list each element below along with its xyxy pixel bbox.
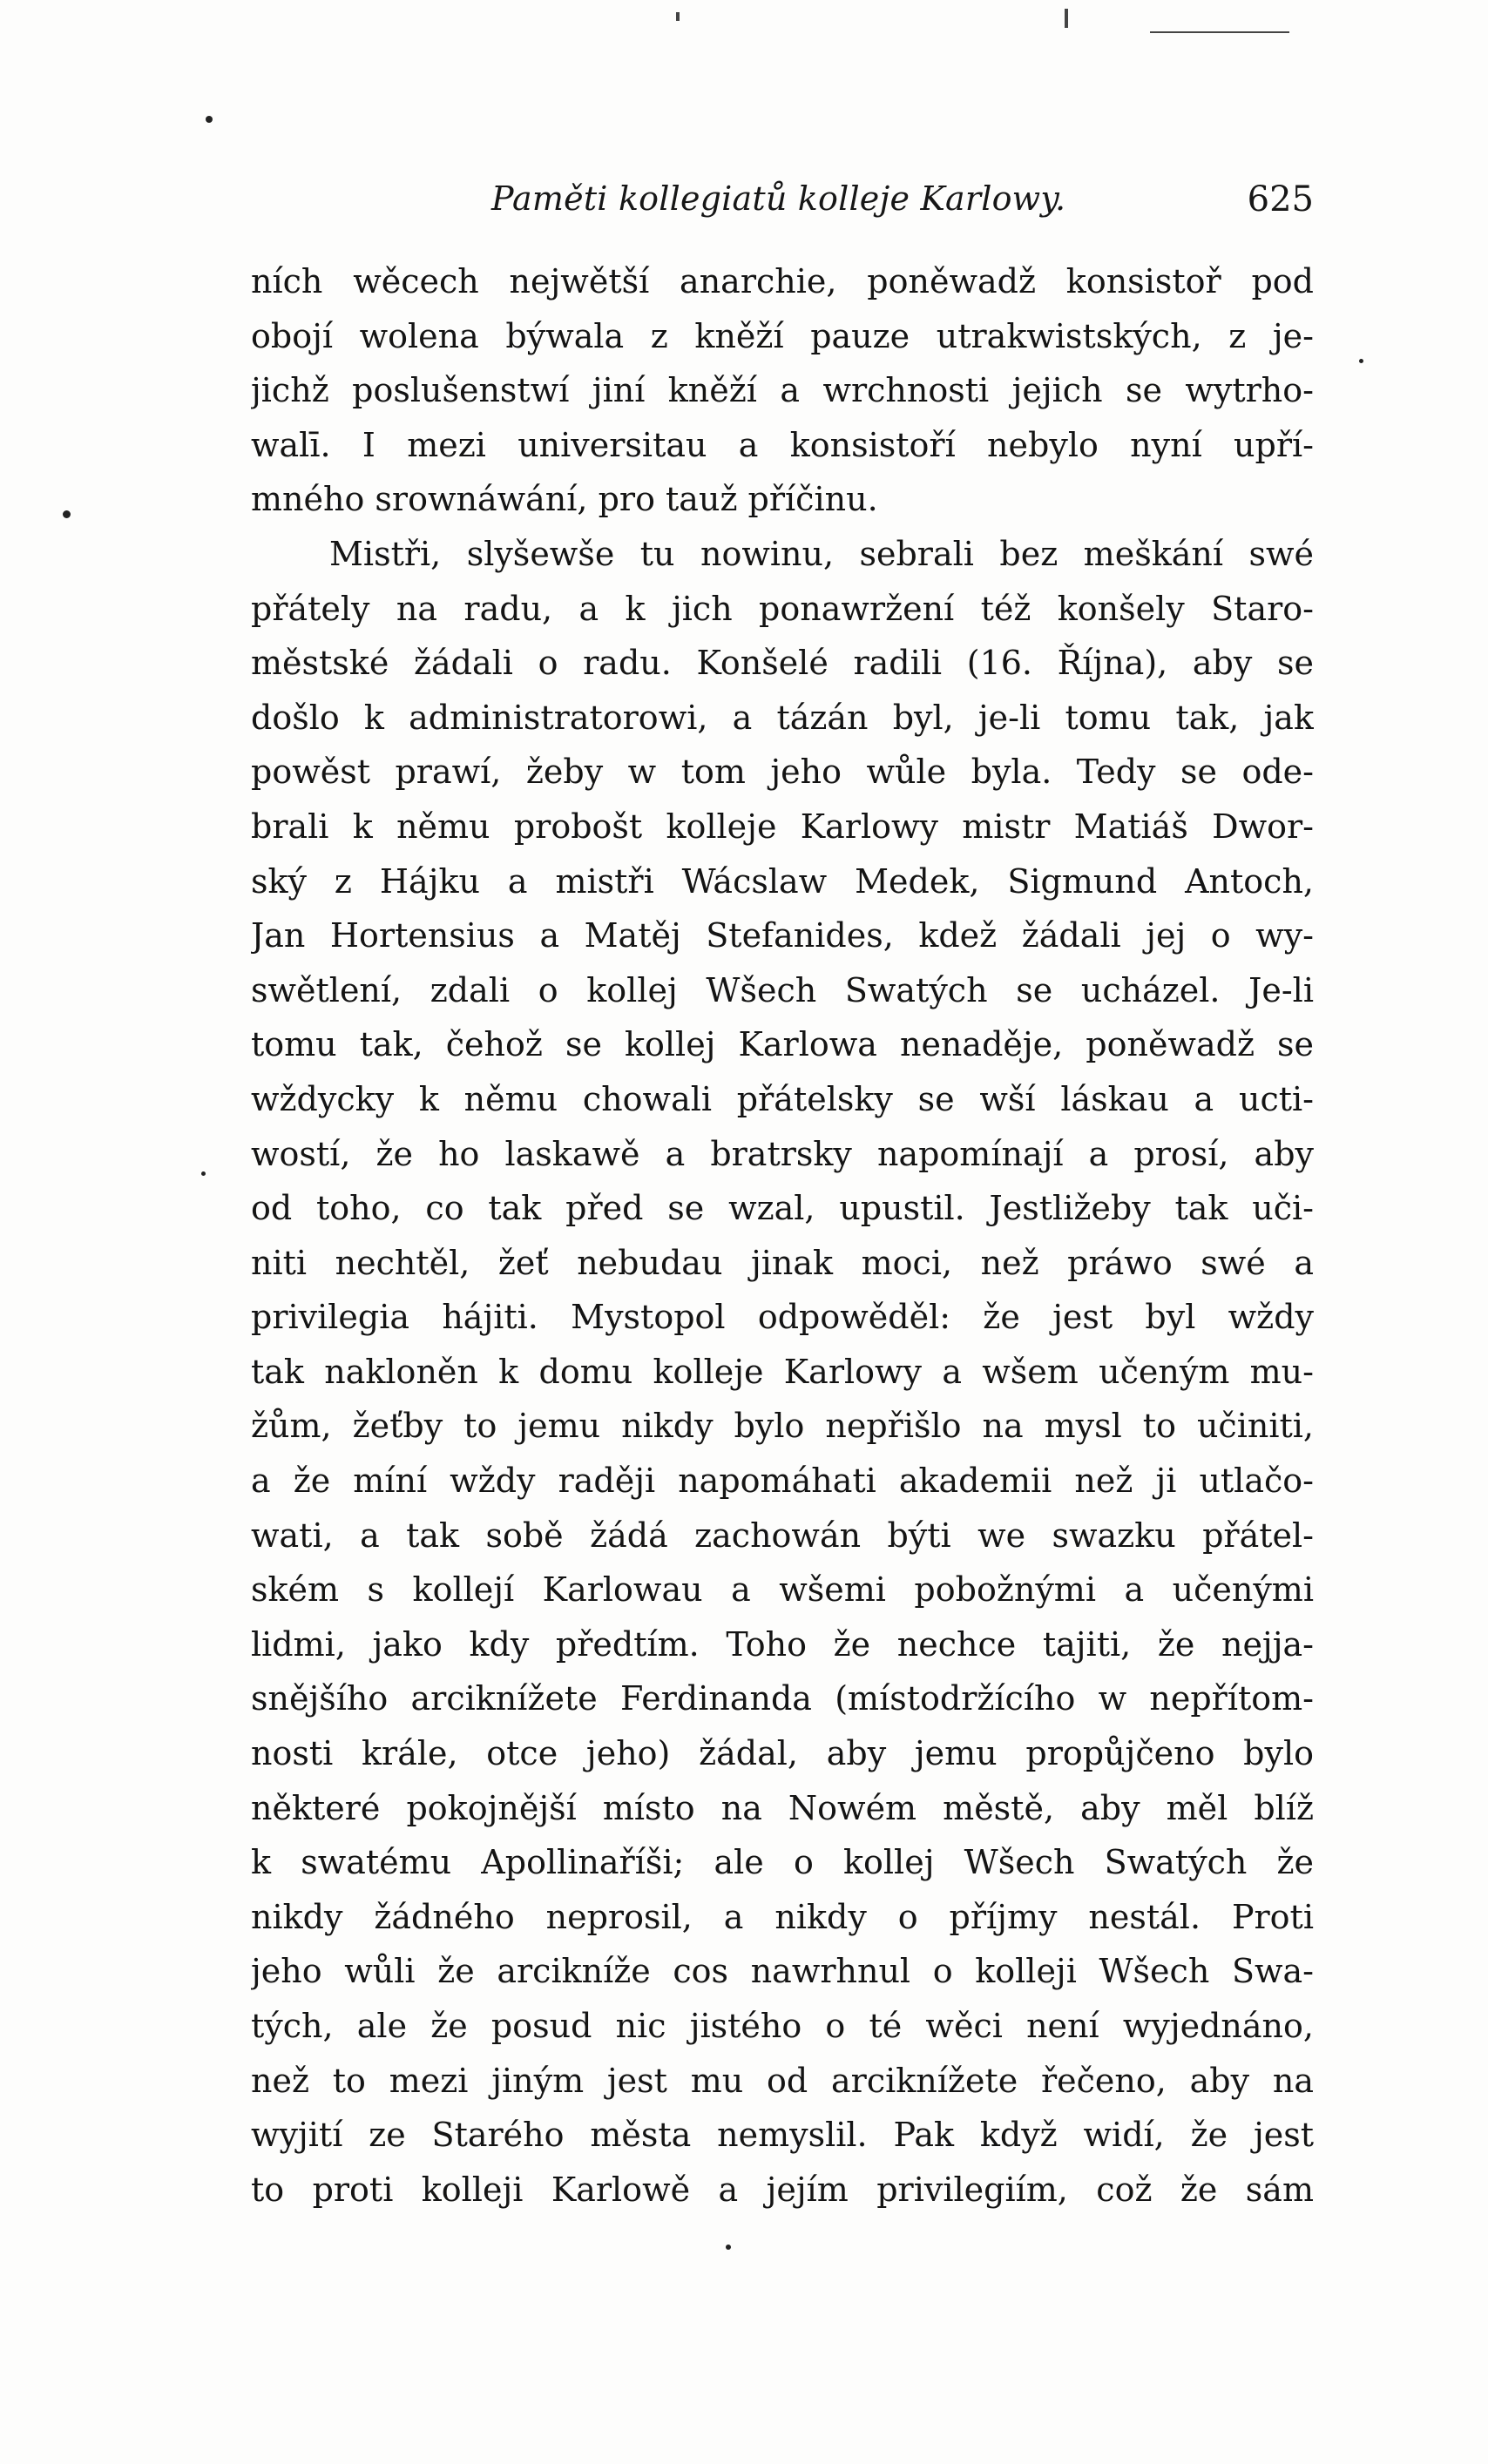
body-text bbox=[251, 254, 1314, 2217]
text-line: walī. I mezi universitau a konsistoří nebylo nyní upří- bbox=[251, 425, 1314, 464]
text-line: obojí wolena býwala z kněží pauze utrakwistských, z je- bbox=[251, 316, 1314, 355]
text-line: swětlení, zdali o kollej Wšech Swatých se ucházel. Je-li bbox=[251, 970, 1314, 1009]
text-line: jeho wůli že arcikníže cos nawrhnul o kolleji Wšech Swa- bbox=[251, 1952, 1314, 1991]
text-line: to proti kolleji Karlowě a jejím privilegiím, což že sám bbox=[251, 2170, 1314, 2209]
text-line: přátely na radu, a k jich ponawržení též konšely Staro- bbox=[251, 589, 1314, 628]
text-line: snějšího arciknížete Ferdinanda (místodržícího w nepřítom- bbox=[251, 1679, 1314, 1718]
text-line: wostí, že ho laskawě a bratrsky napomínají a prosí, aby bbox=[251, 1134, 1314, 1173]
text-line: ském s kollejí Karlowau a wšemi pobožnými a učenými bbox=[251, 1570, 1314, 1610]
scan-speck bbox=[726, 2245, 731, 2250]
scan-speck bbox=[63, 510, 71, 518]
page-header bbox=[251, 176, 1314, 225]
text-line: nikdy žádného neprosil, a nikdy o příjmy nestál. Proti bbox=[251, 1897, 1314, 1936]
text-line: powěst prawí, žeby w tom jeho wůle byla. Tedy se ode- bbox=[251, 753, 1314, 792]
text-line: tomu tak, čehož se kollej Karlowa nenaděje, poněwadž se bbox=[251, 1025, 1314, 1064]
scan-speck bbox=[206, 116, 213, 123]
running-title: Paměti kollegiatů kolleje Karlowy. bbox=[491, 179, 1066, 218]
text-line: brali k němu probošt kolleje Karlowy mistr Matiáš Dwor- bbox=[251, 807, 1314, 846]
text-line: některé pokojnější místo na Nowém městě, aby měl blíž bbox=[251, 1788, 1314, 1827]
text-line: lidmi, jako kdy předtím. Toho že nechce tajiti, že nejja- bbox=[251, 1624, 1314, 1664]
text-line: a že míní wždy raději napomáhati akademii než ji utlačo- bbox=[251, 1462, 1314, 1501]
scan-edge-mark bbox=[1065, 9, 1068, 28]
text-line: jichž poslušenstwí jiní kněží a wrchnosti jejich se wytrho- bbox=[251, 371, 1314, 410]
text-line: Mistři, slyšewše tu nowinu, sebrali bez meškání swé bbox=[329, 534, 1314, 573]
scan-edge-mark bbox=[676, 12, 680, 21]
text-line: Jan Hortensius a Matěj Stefanides, kdež žádali jej o wy- bbox=[251, 916, 1314, 955]
text-line: městské žádali o radu. Konšelé radili (16. Října), aby se bbox=[251, 644, 1314, 683]
text-line: tak nakloněn k domu kolleje Karlowy a wšem učeným mu- bbox=[251, 1352, 1314, 1391]
text-line: wyjití ze Starého města nemyslil. Pak když widí, že jest bbox=[251, 2116, 1314, 2155]
text-line: wati, a tak sobě žádá zachowán býti we swazku přátel- bbox=[251, 1516, 1314, 1555]
text-line: od toho, co tak před se wzal, upustil. Jestližeby tak uči- bbox=[251, 1189, 1314, 1228]
text-line: nosti krále, otce jeho) žádal, aby jemu propůjčeno bylo bbox=[251, 1734, 1314, 1773]
page-number: 625 bbox=[1247, 179, 1314, 219]
text-line: wždycky k němu chowali přátelsky se wší láskau a ucti- bbox=[251, 1079, 1314, 1118]
text-line: žům, žeťby to jemu nikdy bylo nepřišlo na mysl to učiniti, bbox=[251, 1407, 1314, 1446]
scan-edge-mark bbox=[1150, 31, 1289, 33]
text-line: mného srownáwání, pro tauž příčinu. bbox=[251, 480, 878, 519]
text-line: privilegia hájiti. Mystopol odpowěděl: že jest byl wždy bbox=[251, 1298, 1314, 1337]
text-line: niti nechtěl, žeť nebudau jinak moci, než práwo swé a bbox=[251, 1243, 1314, 1282]
scan-speck bbox=[201, 1171, 206, 1176]
text-line: ský z Hájku a mistři Wácslaw Medek, Sigmund Antoch, bbox=[251, 861, 1314, 901]
text-line: došlo k administratorowi, a tázán byl, je-li tomu tak, jak bbox=[251, 698, 1314, 737]
text-line: ních wěcech nejwětší anarchie, poněwadž konsistoř pod bbox=[251, 262, 1314, 300]
scan-speck bbox=[1359, 359, 1363, 363]
text-line: k swatému Apollinaříši; ale o kollej Wšech Swatých že bbox=[251, 1843, 1314, 1882]
text-line: než to mezi jiným jest mu od arciknížete řečeno, aby na bbox=[251, 2061, 1314, 2100]
text-line: tých, ale že posud nic jistého o té wěci není wyjednáno, bbox=[251, 2007, 1314, 2045]
